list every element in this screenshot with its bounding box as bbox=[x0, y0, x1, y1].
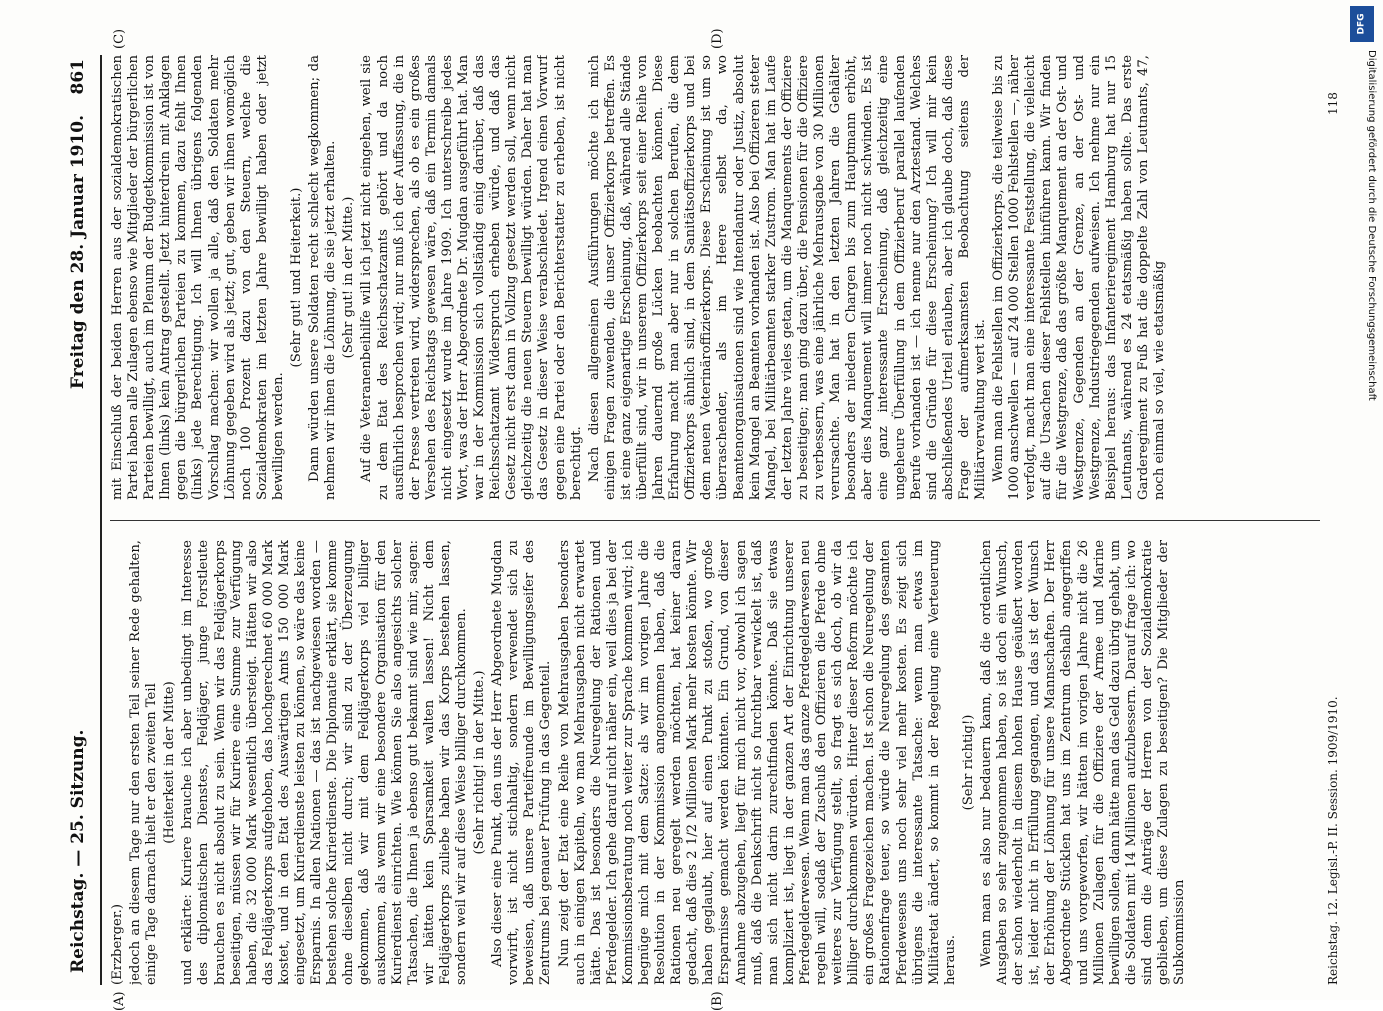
margin-mark-d: (D) bbox=[710, 28, 725, 49]
speaker-name: (Erzberger.) bbox=[110, 903, 125, 985]
paragraph: und erklärte: Kuriere brauche ich aber unbedingt im Interesse des diplomatischen Dienstes, Feldjäger, junge Forstleute brauchen es nicht absolut zu sein. Wenn wir das Feldjägerkorps beseitigen, müssen wir für Kuriere eine Summe zur Verfügung haben, die 32 000 Mark wesentlich übersteigt. Hätten wir also das Feldjägerkorps aufgehoben, das hochgerechnet 60 000 Mark kostet, und in den Etat des Auswärtigen Amts 150 000 Mark eingesetzt, um Kurierdienste leisten zu können, so wäre das keine Ersparnis. In allen Nationen — das ist nachgewiesen worden — bestehen solche Kurierdienste. Die Diplomatie erklärt, sie komme ohne dieselben nicht durch; wir sind zu der Überzeugung gekommen, daß wir mit dem Feldjägerkorps viel billiger auskommen, als wenn wir eine besondere Organisation für den Kurierdienst einrichten. Wie können Sie also angesichts solcher Tatsachen, die Ihnen ja ebenso gut bekannt sind wie mir, sagen: wir hätten kein Sparsamkeit walten lassen! Nicht dem Feldjägerkorps zuliebe haben wir das Korps bestehen lassen, sondern weil wir auf diese Weise billiger durchkommen. bbox=[180, 540, 469, 985]
dfg-funding-strip bbox=[1347, 6, 1377, 966]
margin-mark-c: (C) bbox=[112, 28, 127, 49]
interjection: (Sehr gut! in der Mitte.) bbox=[341, 196, 357, 359]
page-header bbox=[60, 55, 100, 985]
footer-page-number: 118 bbox=[1326, 92, 1340, 115]
paragraph: Nach diesen allgemeinen Ausführungen möchte ich mich einigen Fragen zuwenden, die unser Offizierkorps betreffen. Es ist eine ganz eigenartige Erscheinung, daß, während alle Stände überfüllt sind, wir in unserem Offizierkorps seit einer Reihe von Jahren dauernd große Lücken beobachten können. Diese Erfahrung macht man aber nur in solchen Berufen, die dem Offizierkorps ähnlich sind, in dem Sanitätsoffizierkorps und bei dem neuen Veterinäroffizierkorps. Diese Erscheinung ist um so überraschender, als im Heere selbst da, wo Beamtenorganisationen sind wie Intendantur oder Justiz, absolut kein Mangel an Beamten vorhanden ist. Also bei Offizieren steter Mangel, bei Militärbeamten starker Zustrom. Man hat im Laufe der letzten Jahre vieles getan, um die Manquements der Offiziere zu beseitigen; man ging dazu über, die Pensionen für die Offiziere zu verbessern, was eine jährliche Mehrausgabe von 30 Millionen verursachte. Man hat in den letzten Jahren die Gehälter besonders der niederen Chargen bis zum Hauptmann erhöht, aber dies Manquement will immer noch nicht schwinden. Es ist eine ganz interessante Erscheinung, daß gleichzeitig eine ungeheure Überfüllung in dem Offizierberuf parallel laufenden Berufe vorhanden ist — ich nenne nur den Arztestand. Welches sind die Gründe für diese Erscheinung? Ich will mir kein abschließendes Urteil erlauben, aber ich glaube doch, daß diese Frage der aufmerksamsten Beobachtung seitens der Militärverwaltung wert ist. bbox=[586, 55, 988, 500]
interjection: (Heiterkeit in der Mitte) bbox=[162, 681, 178, 844]
paragraph: jedoch an diesem Tage nur den ersten Teil seiner Rede gehalten, einige Tage darnach hielt er den zweiten Teil bbox=[128, 540, 160, 985]
interjection: (Sehr richtig! in der Mitte.) bbox=[472, 670, 488, 855]
interjection: (Sehr gut! und Heiterkeit.) bbox=[289, 187, 305, 368]
margin-mark-b: (B) bbox=[710, 991, 725, 1011]
dfg-funding-notice: Digitalisierung gefördert durch die Deutsche Forschungsgemeinschaft bbox=[1366, 50, 1377, 401]
left-text-column bbox=[110, 540, 1330, 985]
paragraph: mit Einschluß der beiden Herren aus der sozialdemokratischen Partei haben alle Zulagen ebenso wie Mitglieder der bürgerlichen Parteien bewilligt, auch im Plenum der Budgetkommission ist von Ihnen (links) kein Antrag gestellt. Jetzt hinterdrein mit Anklagen gegen die bürgerlichen Parteien zu kommen, dazu fehlt Ihnen (links) jede Berechtigung. Ich will Ihnen übrigens folgenden Vorschlag machen: wir wollen ja alle, daß den Soldaten mehr Löhnung gegeben wird als jetzt; gut, geben wir ihnen womöglich noch 100 Prozent dazu von den Steuern, welche die Sozialdemokraten im letzten Jahre bewilligt haben oder jetzt bewilligen werden. bbox=[110, 55, 286, 500]
right-text-column bbox=[110, 55, 1330, 500]
column-divider bbox=[110, 520, 1320, 521]
footer-left: Reichstag. 12. Legisl.-P. II. Session. 1909/1910. bbox=[1326, 696, 1340, 985]
paragraph: Also dieser eine Punkt, den uns der Herr Abgeordnete Mugdan vorwirft, ist nicht stichhaltig, sondern verwendet sich zu beweisen, daß unsere Parteifreunde im Bewilligungseifer des Zentrums bei genauer Prüfung in das Gegenteil. bbox=[490, 540, 554, 985]
paragraph: Auf die Veteranenbeihilfe will ich jetzt nicht eingehen, weil sie zu dem Etat des Reichsschatzamts gehört und da noch ausführlich besprochen wird; nur muß ich der Auffassung, die in der Presse vertreten wird, widersprechen, als ob es ein großes Versehen des Reichstags gewesen wäre, daß ein Termin damals nicht eingesetzt wurde im Jahre 1909. Ich unterschreibe jedes Wort, was der Herr Abgeordnete Dr. Mugdan ausgeführt hat. Man war in der Kommission sich vollständig einig darüber, daß das Reichsschatzamt Widerspruch erheben würde, und daß das Gesetz nicht erst dann in Vollzug gesetzt werden soll, wenn nicht gleichzeitig die neuen Steuern bewilligt würden. Daher hat man das Gesetz in dieser Weise verabschiedet. Irgend einen Vorwurf gegen eine Partei oder den Berichterstatter zu erheben, ist nicht berechtigt. bbox=[359, 55, 584, 500]
rotated-page-content bbox=[60, 28, 1340, 1011]
paragraph: Nun zeigt der Etat eine Reihe von Mehrausgaben besonders auch in einigen Kapiteln, wo man Mehrausgaben nicht erwartet hätte. Das ist besonders die Neuregelung der Rationen und Pferdegelder. Ich gehe darauf nicht näher ein, weil dies ja bei der Kommissionsberatung noch weiter zur Sprache kommen wird; ich begnüge mich mit dem Satze: als wir im vorigen Jahre die Resolution in der Kommission angenommen haben, daß die Rationen neu geregelt werden möchten, hat keiner daran gedacht, daß dies 2 1/2 Millionen Mark mehr kosten könnte. Wir haben geglaubt, hier auf einen Punkt zu stoßen, wo große Ersparnisse gemacht werden könnten. Ein Grund, von dieser Annahme abzugehen, liegt für mich nicht vor, obwohl ich sagen muß, daß die Denkschrift nicht so furchtbar verwickelt ist, daß man sich nicht darin zurechtfinden könnte. Daß sie etwas kompliziert ist, liegt in der ganzen Art der Einrichtung unserer Pferdegelderwesen. Wenn man das ganze Pferdegelderwesen neu regeln will, sodaß der Zuschuß den Offizieren die Pferde ohne weiteres zur Verfügung stellt, so fragt es sich doch, ob wir da billiger durchkommen würden. Hinter dieser Reform möchte ich ein großes Fragezeichen machen. Ist schon die Neuregelung der Rationenfrage teuer, so würde die Neuregelung des gesamten Pferdewesens uns noch sehr viel mehr kosten. Es zeigt sich übrigens die interessante Tatsache: wenn man etwas im Militäretat ändert, so kommt in der Regelung eine Verteuerung heraus. bbox=[556, 540, 958, 985]
dfg-logo: DFG bbox=[1350, 6, 1374, 42]
interjection: (Sehr richtig!) bbox=[960, 714, 976, 811]
paragraph: Wenn man die Fehlstellen im Offizierkorps, die teilweise bis zu 1000 anschwellen — auf 24 000 Stellen 1000 Fehlstellen —, näher verfolgt, macht man eine interessante Feststellung, die vielleicht auf die Ursachen dieser Fehlstellen hinführen kann. Wir finden für die Westgrenze, daß das größte Manquement an der Ost- und Westgrenze, Gegenden an der Grenze, an der Ost- und Westgrenze, Industriegegenden aufweisen. Ich nehme nur ein Beispiel heraus: das Infanterieregiment Hamburg hat nur 15 Leutnants, während es 24 etatsmäßig haben sollte. Das erste Garderegiment zu Fuß hat die doppelte Zahl von Leutnants, 47, noch einmal so viel, wie etatsmäßig bbox=[991, 55, 1167, 500]
header-center: Freitag den 28. Januar 1910. bbox=[68, 115, 88, 390]
page-number: 861 bbox=[68, 59, 88, 95]
paragraph: Dann würden unsere Soldaten recht schlecht wegkommen; da nehmen wir ihnen die Löhnung, die sie jetzt erhalten. bbox=[307, 55, 339, 500]
margin-mark-a: (A) bbox=[112, 991, 127, 1011]
header-rule bbox=[100, 55, 102, 985]
paragraph: Wenn man es also nur bedauern kann, daß die ordentlichen Ausgaben so sehr zugenommen haben, so ist doch ein Wunsch, der schon wiederholt in diesem hohen Hause geäußert worden ist, leider nicht in Erfüllung gegangen, und das ist der Wunsch der Erhöhung der Löhnung für unsere Mannschaften. Der Herr Abgeordnete Stücklen hat uns im Zentrum deshalb angegriffen und uns vorgeworfen, wir hätten im vorigen Jahre nicht die 26 Millionen Zulagen für die Offiziere der Armee und Marine bewilligen sollen, dann hätte man das Geld dazu übrig gehabt, um die Soldaten mit 14 Millionen aufzubessern. Darauf frage ich: wo sind denn die Anträge der Herren von der Sozialdemokratie geblieben, um diese Zulagen zu beseitigen? Die Mitglieder der Subkommission bbox=[978, 540, 1188, 985]
header-left: Reichstag. — 25. Sitzung. bbox=[68, 729, 88, 973]
